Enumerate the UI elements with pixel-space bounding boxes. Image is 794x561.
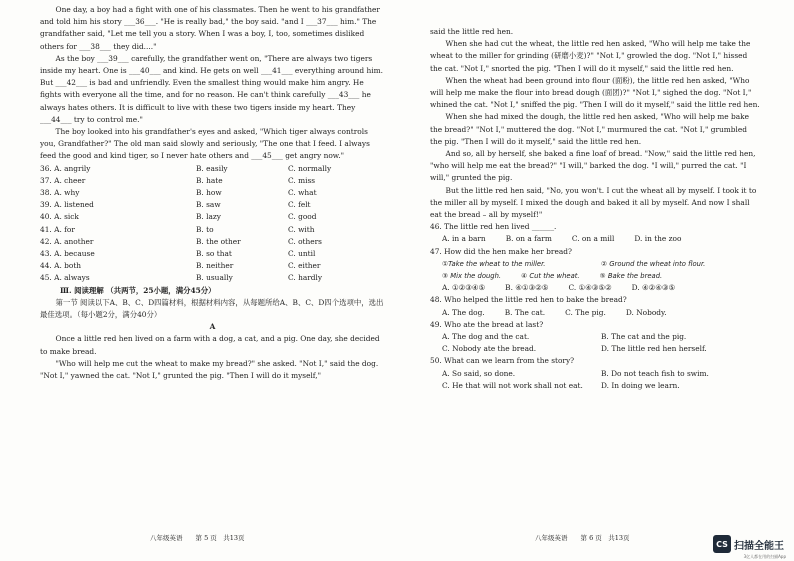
option-c: C. felt: [288, 200, 311, 210]
option-c: C. others: [288, 236, 322, 246]
option-d: D. in the zoo: [634, 234, 682, 244]
option-row-42: [40, 236, 385, 248]
question-48: [430, 294, 760, 318]
question-46: [430, 221, 760, 245]
option-a: A. The dog and the cat.: [442, 332, 530, 342]
option-row-45: [40, 272, 385, 284]
left-page: [40, 0, 385, 382]
scanner-watermark: [713, 535, 784, 553]
page-footer-left: 八年级英语 第 5 页 共13页: [150, 534, 245, 542]
passage-paragraph-1: Once a little red hen lived on a farm with a dog, a cat, and a pig. One day, she decided to make bread.: [40, 334, 380, 356]
option-c: C. with: [288, 224, 315, 234]
right-page: [430, 0, 760, 392]
option-d: D. In doing we learn.: [601, 380, 680, 390]
option-row-44: [40, 260, 385, 272]
watermark-title: 扫描全能王: [734, 540, 784, 552]
step-2: ② Ground the wheat into flour.: [601, 259, 706, 268]
option-b: B. easily: [196, 163, 228, 173]
option-c: C. miss: [288, 175, 316, 185]
option-c: C. what: [288, 188, 317, 198]
option-b: B. lazy: [196, 212, 221, 222]
option-a: 43. A. because: [40, 249, 95, 259]
option-d: D. ④②④③⑤: [631, 283, 676, 293]
question-47: [430, 246, 760, 295]
step-3: ③ Mix the dough.: [442, 272, 502, 281]
question-49: [430, 319, 760, 356]
question-stem: 46. The little red hen lived ______.: [430, 222, 557, 232]
option-a: 42. A. another: [40, 236, 94, 246]
option-a: 37. A. cheer: [40, 175, 86, 185]
option-a: A. in a barn: [442, 234, 486, 244]
option-c: C. either: [288, 261, 321, 271]
option-b: B. how: [196, 188, 222, 198]
option-a: 41. A. for: [40, 224, 75, 234]
camscanner-logo-icon: CS: [713, 535, 731, 553]
option-c: C. good: [288, 212, 317, 222]
question-stem: 48. Who helped the little red hen to bake the bread?: [430, 295, 627, 305]
question-stem: 50. What can we learn from the story?: [430, 356, 575, 366]
option-b: B. saw: [196, 200, 221, 210]
passage-paragraph-2: "Who will help me cut the wheat to make my bread?" she asked. "Not I," said the dog. "Not I," yawned the cat. "Not I," grunted the pig. "Then I will do it myself,": [40, 358, 379, 381]
step-5: ⑤ Bake the bread.: [599, 272, 663, 281]
passage-paragraph-6: And so, all by herself, she baked a fine loaf of bread. "Now," said the little red hen, "who will help me eat the bread?" "I will," barked the dog. "I will," purred the cat. "I will," grunted the pig.: [430, 149, 756, 183]
passage-continued: said the little red hen.: [430, 27, 514, 36]
option-row-39: [40, 199, 385, 211]
question-50: [430, 355, 760, 392]
option-a: A. The dog.: [442, 307, 485, 317]
option-a: 45. A. always: [40, 273, 90, 283]
option-b: B. neither: [196, 261, 234, 271]
option-a: 44. A. both: [40, 261, 82, 271]
passage-paragraph-5: When she had mixed the dough, the little red hen asked, "Who will help me bake the bread?" "Not I," muttered the dog. "Not I," murmured the cat. "Not I," grumbled the pig. "Then I will do it myself," said the little red hen.: [430, 112, 750, 146]
option-row-38: [40, 187, 385, 199]
cloze-options: [40, 163, 385, 285]
option-c: C. Nobody ate the bread.: [442, 344, 537, 354]
passage-letter: A: [209, 322, 216, 332]
passage-paragraph-3: When she had cut the wheat, the little red hen asked, "Who will help me take the wheat to the miller for grinding (研磨小麦)?" "Not I," growled the dog. "Not I," hissed the cat. "Not I," snorted the pig. "Then I will do it myself," said the little red hen.: [430, 39, 751, 73]
option-c: C. The pig.: [565, 307, 606, 317]
option-b: B. The cat.: [504, 307, 546, 317]
option-a: A. So said, so done.: [442, 368, 516, 378]
option-c: C. hardly: [288, 273, 323, 283]
section-heading: Ⅲ. 阅读理解 （共两节，25小题，满分45分）: [60, 285, 216, 295]
option-row-41: [40, 224, 385, 236]
option-b: B. The cat and the pig.: [601, 332, 687, 342]
option-b: B. so that: [196, 249, 232, 259]
story-paragraph-3: The boy looked into his grandfather's eyes and asked, "Which tiger always controls you, Grandfather?" The old man said slowly and seriously, "The one that I feed. I always feed the good and kind tiger, so I never hate others and ___45___ get angry now.": [40, 127, 370, 161]
page-footer-right: 八年级英语 第 6 页 共13页: [535, 534, 630, 542]
option-b: B. on a farm: [505, 234, 552, 244]
option-c: C. normally: [288, 163, 332, 173]
option-row-37: [40, 175, 385, 187]
option-row-43: [40, 248, 385, 260]
question-stem: 47. How did the hen make her bread?: [430, 246, 572, 256]
option-c: C. on a mill: [571, 234, 615, 244]
passage-paragraph-4: When the wheat had been ground into flour (面粉), the little red hen asked, "Who will help me make the flour into bread dough (面团)?" "Not I," sighed the dog. "Not I," whined the cat. "Not I," sniffed the pig. "Then I will do it myself," said the little red hen.: [430, 75, 760, 110]
option-a: A. ①②③④⑤: [442, 283, 486, 293]
story-paragraph-2: As the boy ___39___ carefully, the grandfather went on, "There are always two tigers inside my heart. One is ___40___ and kind. He gets on well ___41___ everything around him. But ___42___ is bad and unfriendly. Even the smallest thing would make him angry. He fights with everyone all the time, and for no reason. He can't think carefully ___43___ he always hates others. It is difficult to live with these two tigers inside my heart. They ___44___ try to control me.": [40, 53, 383, 124]
option-a: 36. A. angrily: [40, 163, 91, 173]
question-stem: 49. Who ate the bread at last?: [430, 319, 544, 329]
watermark-subtitle: 3亿人都在用的扫描App: [743, 554, 786, 559]
step-4: ④ Cut the wheat.: [521, 272, 580, 281]
option-b: B. to: [196, 224, 214, 234]
option-row-40: [40, 211, 385, 223]
option-b: B. Do not teach fish to swim.: [601, 368, 709, 378]
option-d: D. The little red hen herself.: [601, 344, 707, 354]
story-paragraph-1: One day, a boy had a fight with one of his classmates. Then he went to his grandfather and told him his story ___36___. "He is really bad," the boy said. "and I ___37___ him." The grandfather said, "Let me tell you a story. When I was a boy, I, too, sometimes disliked others for ___38___ they did....": [40, 5, 380, 51]
option-a: 40. A. sick: [40, 212, 79, 222]
option-b: B. hate: [196, 175, 223, 185]
option-a: 39. A. listened: [40, 200, 94, 210]
section-instructions: 第一节 阅读以下A、B、C、D四篇材料，根据材料内容，从每题所给A、B、C、D四个选项中，选出最佳选项。（每小题2分，满分40分）: [40, 297, 384, 320]
option-c: C. ①④③⑤②: [568, 283, 612, 293]
option-b: B. ④①③②⑤: [505, 283, 549, 293]
option-c: C. He that will not work shall not eat.: [442, 380, 583, 390]
option-b: B. usually: [196, 273, 233, 283]
option-a: 38. A. why: [40, 188, 80, 198]
option-row-36: [40, 163, 385, 175]
option-d: D. Nobody.: [625, 307, 667, 317]
passage-paragraph-7: But the little red hen said, "No, you won't. I cut the wheat all by myself. I took it to the miller all by myself. I mixed the dough and baked it all by myself. And now I shall eat the bread – all by myself!": [430, 185, 757, 220]
step-1: ①Take the wheat to the miller.: [442, 259, 546, 268]
option-b: B. the other: [196, 236, 241, 246]
option-c: C. until: [288, 249, 316, 259]
